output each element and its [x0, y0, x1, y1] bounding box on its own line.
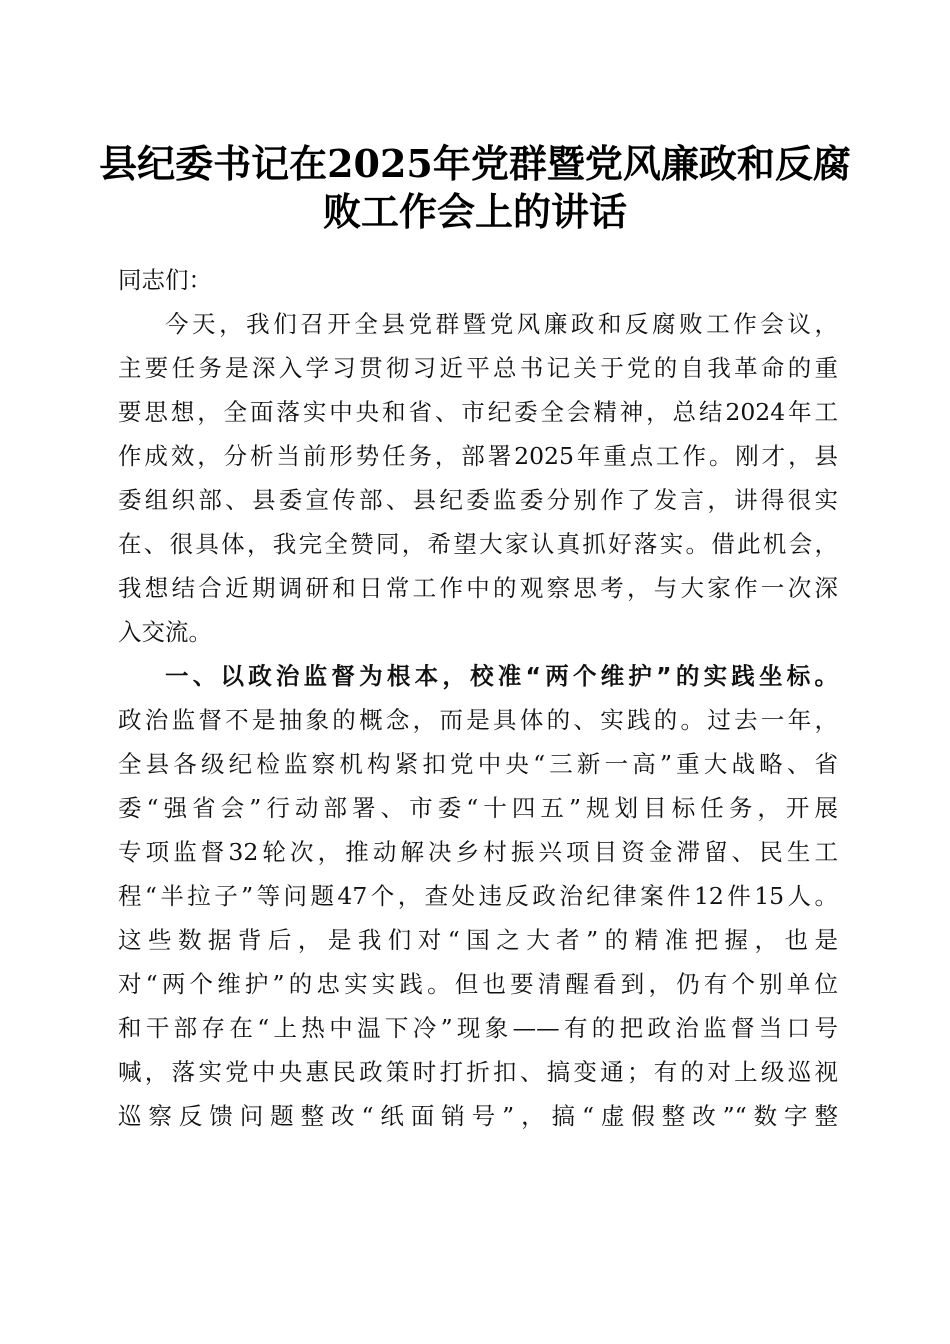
title-line-1: 县纪委书记在2025年党群暨党风廉政和反腐: [99, 141, 851, 186]
section-1-line: 专项监督32轮次，推动解决乡村振兴项目资金滞留、民生工: [118, 838, 838, 866]
section-1-line: 和干部存在“上热中温下冷”现象——有的把政治监督当口号: [118, 1014, 838, 1042]
salutation: 同志们：: [118, 266, 212, 294]
section-1-line: 对“两个维护”的忠实实践。但也要清醒看到，仍有个别单位: [118, 970, 838, 998]
section-1-line: 程“半拉子”等问题47个，查处违反政治纪律案件12件15人。: [118, 882, 838, 910]
section-1-line: 政治监督不是抽象的概念，而是具体的、实践的。过去一年，: [118, 706, 838, 734]
section-1-line: 喊，落实党中央惠民政策时打折扣、搞变通；有的对上级巡视: [118, 1058, 838, 1086]
paragraph-1-line: 要思想，全面落实中央和省、市纪委全会精神，总结2024年工: [118, 398, 838, 426]
title-line-2: 败工作会上的讲话: [322, 189, 627, 234]
paragraph-1-line: 入交流。: [118, 618, 212, 646]
section-1: [118, 654, 838, 1138]
section-1-line: 巡察反馈问题整改“纸面销号”，搞“虚假整改”“数字整: [118, 1102, 838, 1130]
paragraph-1-line: 委组织部、县委宣传部、县纪委监委分别作了发言，讲得很实: [118, 486, 838, 514]
paragraph-1-line: 在、很具体，我完全赞同，希望大家认真抓好落实。借此机会，: [118, 530, 838, 558]
paragraph-1-line: 今天，我们召开全县党群暨党风廉政和反腐败工作会议，: [165, 310, 838, 338]
paragraph-1-line: 主要任务是深入学习贯彻习近平总书记关于党的自我革命的重: [118, 354, 838, 382]
paragraph-1-line: 我想结合近期调研和日常工作中的观察思考，与大家作一次深: [118, 574, 838, 602]
section-1-line: 委“强省会”行动部署、市委“十四五”规划目标任务，开展: [118, 794, 838, 822]
paragraph-1: [118, 302, 838, 654]
document-title: [90, 140, 860, 236]
document-body: [118, 258, 838, 1138]
paragraph-1-line: 作成效，分析当前形势任务，部署2025年重点工作。刚才，县: [118, 442, 838, 470]
section-1-line: 这些数据背后，是我们对“国之大者”的精准把握，也是: [118, 926, 838, 954]
section-1-heading: 一、以政治监督为根本，校准“两个维护”的实践坐标。: [165, 662, 838, 690]
section-1-line: 全县各级纪检监察机构紧扣党中央“三新一高”重大战略、省: [118, 750, 838, 778]
